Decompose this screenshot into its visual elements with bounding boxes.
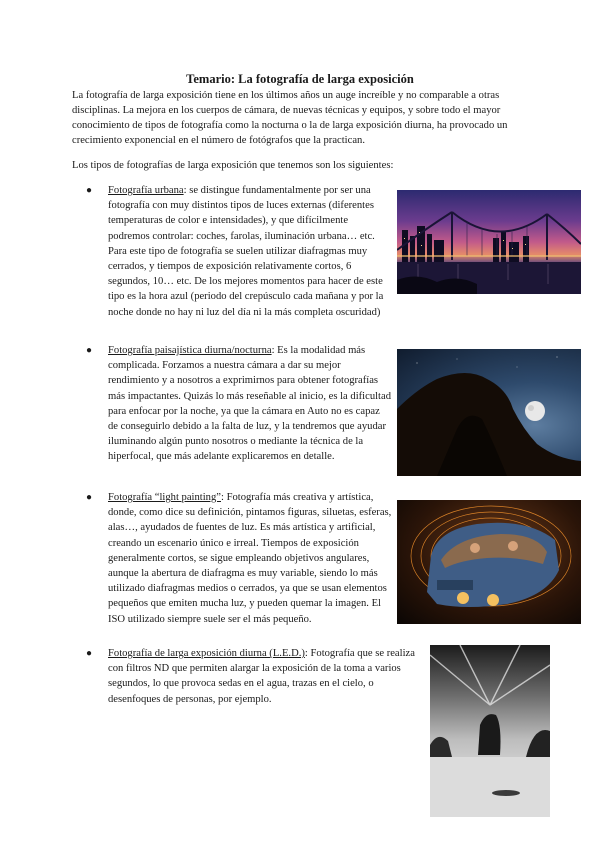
item-term: Fotografía urbana — [108, 185, 184, 196]
item-text: se distingue fundamentalmente por ser una fotografía con muy distintos tipos de luces externas (diferentes temperaturas de color e intensidades), y que difícilmente podremos controlar: coches, farolas, iluminación urbana… etc. Para este tipo de fotografía se suelen utilizar diafragmas muy cerrados, y tiempos de exposición relativamente cortos, 6 segundos, 10… etc. De los mejores momentos para hacer de este tipo es la hora azul (periodo del crepúsculo cada mañana y por la noche donde no hay ni luz del día ni la más completa oscuridad) — [108, 185, 384, 318]
item-text: Fotografía más creativa y artística, donde, como dice su definición, pintamos figuras, siluetas, esferas, alas…, ayudados de fuentes de luz. Es más artística y artificial, creando un escenario único e irreal. Tiempos de exposición generalmente cortos, se sigue empleando objetivos angulares, aunque la abertura de diafragma es muy variable, siendo lo más utilizado diafragmas medios o cerrados, ya que se usan elementos pequeños que emiten mucha luz, y pueden quemar la imagen. El ISO utilizado siempre suele ser el más pequeño. — [108, 492, 392, 625]
bullet-icon: ● — [86, 492, 93, 503]
list-item-light-painting: ● Fotografía “light painting”: Fotografía más creativa y artística, donde, como dice su definición, pintamos figuras, siluetas, esferas, alas…, ayudados de fuentes de luz. Es más artística y artificial, creando un escenario único e irreal. Tiempos de exposición generalmente cortos, se sigue empleando objetivos angulares, aunque la abertura de diafragma es muy variable, siendo lo más utilizado diafragmas medios o cerrados, ya que se usan elementos pequeños que emiten mucha luz, y pueden quemar la imagen. El ISO utilizado siempre suele ser el más pequeño. — [86, 492, 392, 625]
item-term: Fotografía “light painting” — [108, 492, 221, 503]
item-text: Fotografía que se realiza con filtros ND que permiten alargar la exposición de la toma a varios segundos, lo que provoca sedas en el agua, trazas en el cielo, o desenfoques de personas, por ejemplo. — [108, 648, 415, 705]
night-landscape-photo — [397, 349, 581, 476]
bullet-icon: ● — [86, 185, 93, 196]
list-item-paisajistica: ● Fotografía paisajística diurna/nocturna: Es la modalidad más complicada. Forzamos a nuestra cámara a dar su mejor rendimiento y a nosotros a exprimirnos para obtener fotografías más impactantes. Quizás lo más reseñable al inicio, es la dificultad para enfocar por la noche, ya que la cámara en Auto no es capaz de conseguirlo debido a la falta de luz, y la tendremos que ayudar iluminando algún punto nosotros o mediante la técnica de la hiperfocal, que más adelante explicaremos en detalle. — [86, 345, 391, 463]
item-term: Fotografía paisajística diurna/nocturna — [108, 345, 272, 356]
item-term: Fotografía de larga exposición diurna (L.E.D.) — [108, 648, 305, 659]
list-item-led: ● Fotografía de larga exposición diurna (L.E.D.): Fotografía que se realiza con filtros ND que permiten alargar la exposición de la toma a varios segundos, lo que provoca sedas en el agua, trazas en el cielo, o desenfoques de personas, por ejemplo. — [86, 648, 415, 705]
bullet-icon: ● — [86, 648, 93, 659]
lead-paragraph: Los tipos de fotografías de larga exposición que tenemos son los siguientes: — [72, 160, 394, 171]
light-painting-car-photo — [397, 500, 581, 624]
intro-paragraph: La fotografía de larga exposición tiene en los últimos años un auge increíble y no comparable a otras disciplinas. La mejora en los cuerpos de cámara, de nuevas técnicas y equipos, y sobre todo el mayor conocimiento de tipos de fotografía como la nocturna o la de larga exposición diurna, ha provocado un crecimiento exponencial en el número de fotógrafos que la practican. — [72, 90, 508, 146]
bw-long-exposure-seascape-photo — [430, 645, 550, 817]
document-title: Temario: La fotografía de larga exposición — [186, 72, 414, 86]
item-text: Es la modalidad más complicada. Forzamos a nuestra cámara a dar su mejor rendimiento y a nosotros a exprimirnos para obtener fotografías más impactantes. Quizás lo más reseñable al inicio, es la dificultad para enfocar por la noche, ya que la cámara en Auto no es capaz de conseguirlo debido a la falta de luz, y la tendremos que ayudar iluminando algún punto nosotros o mediante la técnica de la hiperfocal, que más adelante explicaremos en detalle. — [108, 345, 391, 463]
urban-night-city-photo — [397, 190, 581, 294]
bullet-icon: ● — [86, 345, 93, 356]
list-item-urbana: ● Fotografía urbana: se distingue fundamentalmente por ser una fotografía con muy distintos tipos de luces externas (diferentes temperaturas de color e intensidades), y que difícilmente podremos controlar: coches, farolas, iluminación urbana… etc. Para este tipo de fotografía se suelen utilizar diafragmas muy cerrados, y tiempos de exposición relativamente cortos, 6 segundos, 10… etc. De los mejores momentos para hacer de este tipo es la hora azul (periodo del crepúsculo cada mañana y por la noche donde no hay ni luz del día ni la más completa oscuridad) — [86, 185, 384, 318]
